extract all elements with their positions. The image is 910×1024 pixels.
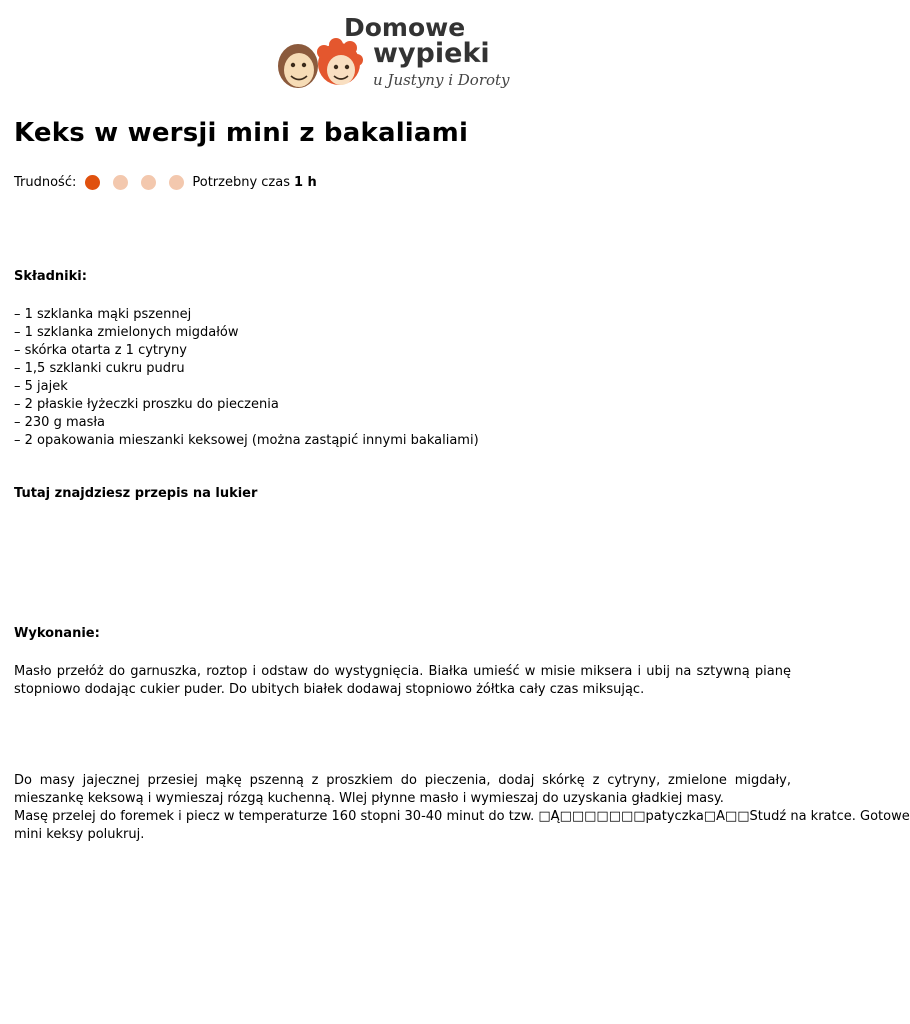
list-item: – 5 jajek [14,379,68,394]
ingredients-heading: Składniki: [14,269,87,284]
logo-illustration [276,10,516,96]
ingredients-list [14,306,479,450]
recipe-title: Keks w wersji mini z bakaliami [14,118,469,148]
preparation-paragraph-3-line-2: mini keksy polukruj. [14,827,145,842]
logo-line2: wypieki [373,38,490,69]
list-item: – 230 g masła [14,415,106,430]
difficulty-dot-empty [113,175,128,190]
difficulty-rating [85,175,184,190]
list-item: – skórka otarta z 1 cytryny [14,343,187,358]
logo-line1: Domowe [344,13,466,42]
difficulty-dot-filled [85,175,100,190]
list-item: – 2 opakowania mieszanki keksowej (można zastąpić innymi bakaliami) [14,433,479,448]
list-item: – 1 szklanka mąki pszennej [14,307,192,322]
difficulty-dot-empty [169,175,184,190]
logo-line3: u Justyny i Doroty [373,71,510,89]
girl-face-icon [317,38,363,85]
difficulty-dot-empty [141,175,156,190]
preparation-paragraph-2: Do masy jajecznej przesiej mąkę pszenną z proszkiem do pieczenia, dodaj skórkę z cytryny, zmielone migdały, mieszankę keksową i wymieszaj rózgą kuchenną. Wlej płynne masło i wymieszaj do uzyskania gładkiej masy. [14,773,791,806]
boy-face-icon [278,44,318,88]
preparation-heading: Wykonanie: [14,626,100,641]
list-item: – 1,5 szklanki cukru pudru [14,361,185,376]
recipe-meta [14,172,317,192]
list-item: – 2 płaskie łyżeczki proszku do pieczenia [14,397,279,412]
difficulty-label: Trudność: [14,174,77,190]
preparation-paragraph-3-line-1: Masę przelej do foremek i piecz w temperaturze 160 stopni 30-40 minut do tzw. □Ą□□□□□□□patyczka□A□□Studź na kratce. Gotowe [14,809,910,824]
time-label: Potrzebny czas [192,174,290,190]
list-item: – 1 szklanka zmielonych migdałów [14,325,239,340]
time-value: 1 h [293,174,317,190]
preparation-paragraph-1: Masło przełóż do garnuszka, roztop i odstaw do wystygnięcia. Białka umieść w misie miksera i ubij na sztywną pianę stopniowo dodając cukier puder. Do ubitych białek dodawaj stopniowo żółtka cały czas miksując. [14,664,791,697]
icing-recipe-link[interactable]: Tutaj znajdziesz przepis na lukier [14,486,258,501]
site-logo[interactable] [276,10,516,96]
